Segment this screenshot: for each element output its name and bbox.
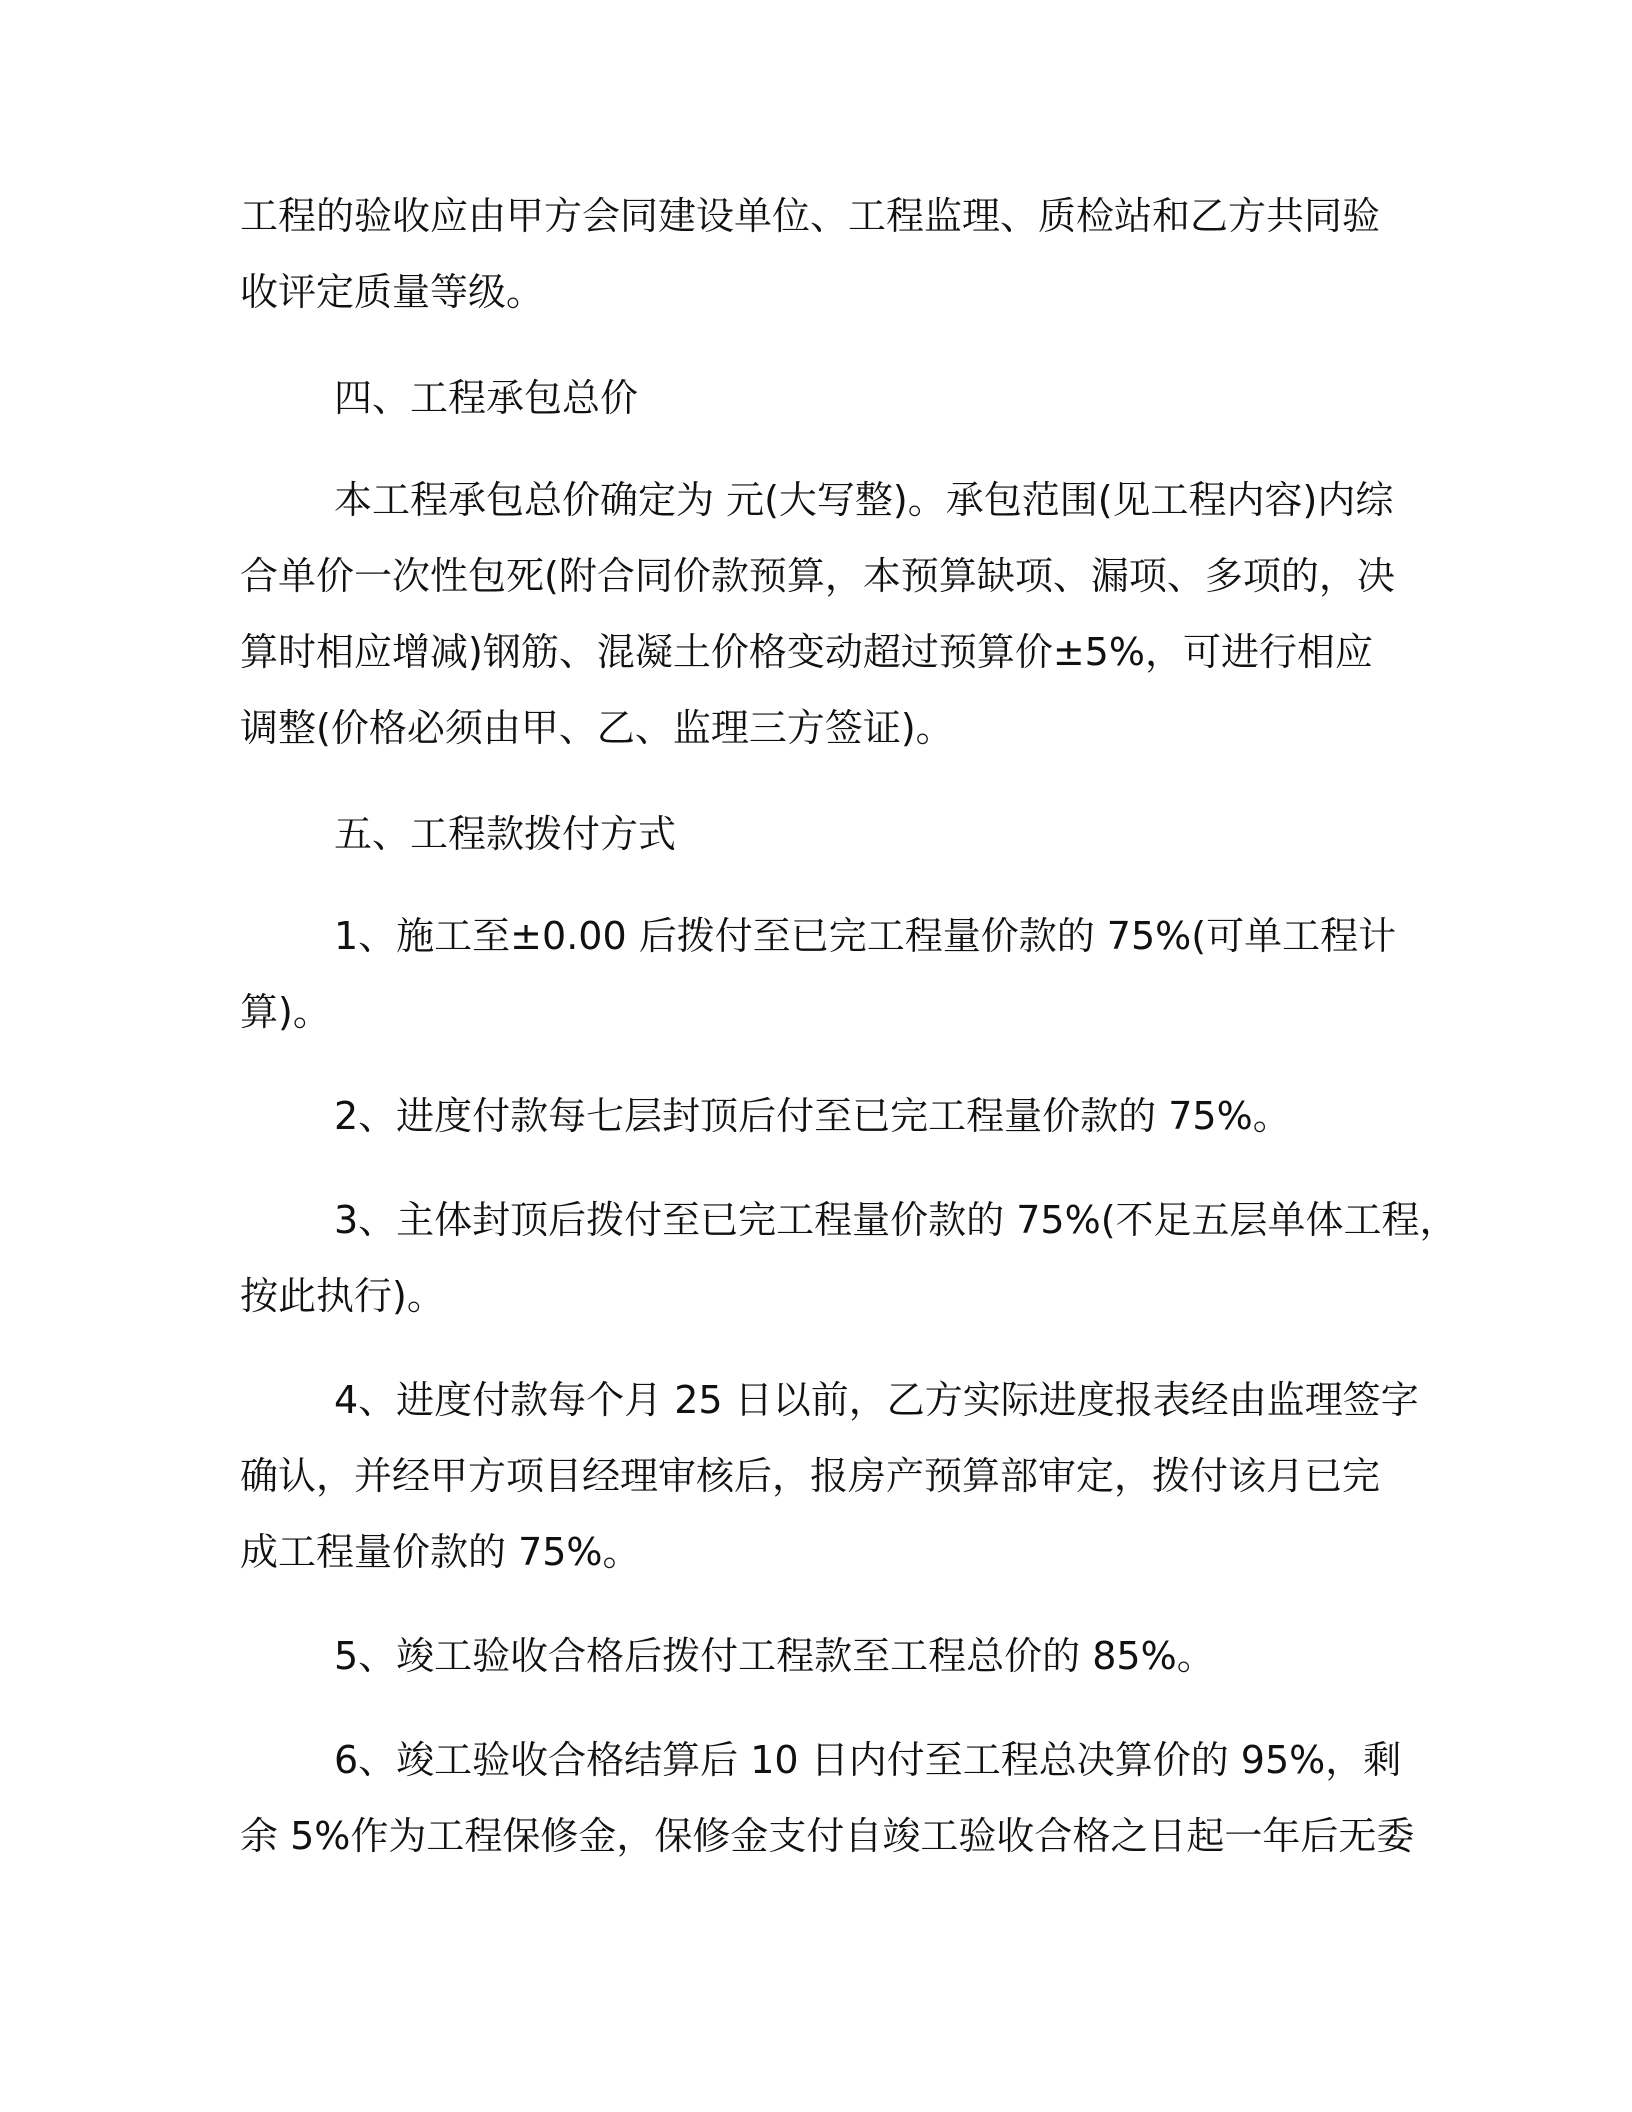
payment-item-4-line-3: 成工程量价款的 75%。 [240,1530,641,1574]
paragraph-total-price-line-4: 调整(价格必须由甲、乙、监理三方签证)。 [240,706,954,750]
payment-item-5: 5、竣工验收合格后拨付工程款至工程总价的 85%。 [334,1634,1215,1678]
payment-item-3-line-2: 按此执行)。 [240,1274,445,1318]
paragraph-acceptance-line-1: 工程的验收应由甲方会同建设单位、工程监理、质检站和乙方共同验 [240,194,1381,238]
paragraph-total-price-line-1: 本工程承包总价确定为 元(大写整)。承包范围(见工程内容)内综 [334,478,1394,522]
payment-item-4-line-2: 确认，并经甲方项目经理审核后，报房产预算部审定，拨付该月已完 [240,1454,1381,1498]
payment-item-4-line-1: 4、进度付款每个月 25 日以前，乙方实际进度报表经由监理签字 [334,1378,1419,1422]
paragraph-total-price-line-3: 算时相应增减)钢筋、混凝土价格变动超过预算价±5%，可进行相应 [240,630,1373,674]
payment-item-1-line-2: 算)。 [240,990,331,1034]
paragraph-acceptance-line-2: 收评定质量等级。 [240,270,545,314]
payment-item-1-line-1: 1、施工至±0.00 后拨付至已完工程量价款的 75%(可单工程计 [334,914,1397,958]
paragraph-total-price-line-2: 合单价一次性包死(附合同价款预算，本预算缺项、漏项、多项的，决 [240,554,1395,598]
section-heading-payment-method: 五、工程款拨付方式 [334,812,677,856]
payment-item-3-line-1: 3、主体封顶后拨付至已完工程量价款的 75%(不足五层单体工程， [334,1198,1458,1242]
section-heading-total-price: 四、工程承包总价 [334,376,639,420]
payment-item-6-line-2: 余 5%作为工程保修金，保修金支付自竣工验收合格之日起一年后无委 [240,1814,1415,1858]
payment-item-6-line-1: 6、竣工验收合格结算后 10 日内付至工程总决算价的 95%，剩 [334,1738,1402,1782]
payment-item-2: 2、进度付款每七层封顶后付至已完工程量价款的 75%。 [334,1094,1291,1138]
